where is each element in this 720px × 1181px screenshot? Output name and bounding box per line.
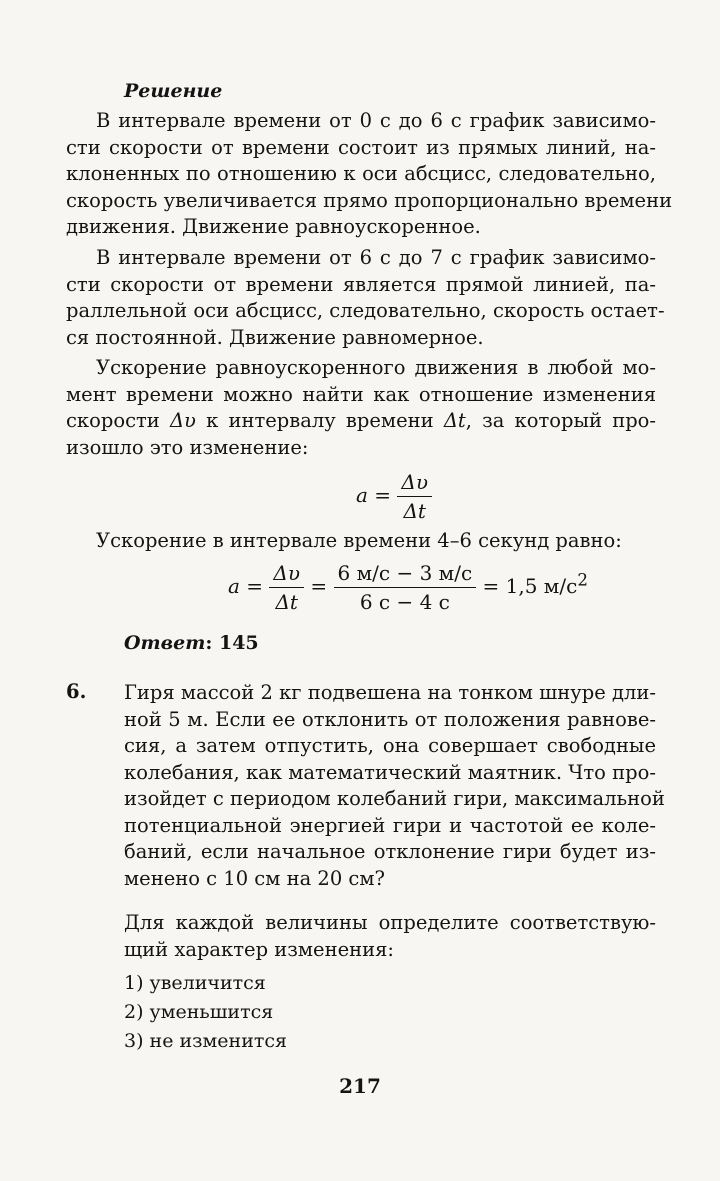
text-line: клоненных по отношению к оси абсцисс, следовательно, <box>66 162 656 185</box>
text-line: изошло это изменение: <box>66 435 309 459</box>
text-line: сти скорости от времени является прямой линией, па- <box>66 272 656 296</box>
acceleration-calculation <box>228 561 588 614</box>
text-line: мент времени можно найти как отношение изменения <box>66 382 656 406</box>
formula-fraction <box>269 561 304 614</box>
text-line: В интервале времени от 0 с до 6 с график зависимо- <box>96 109 656 132</box>
text-fragment: скорости <box>66 409 160 432</box>
answer-colon: : <box>205 632 213 654</box>
option-item: 1) увеличится <box>124 972 266 994</box>
answer-label: Ответ <box>124 632 206 654</box>
text-line: раллельной оси абсцисс, следовательно, скорость остает- <box>66 299 665 322</box>
text-line <box>66 408 656 435</box>
formula-lhs: a <box>356 483 368 507</box>
question-number: 6. <box>66 680 87 703</box>
paragraph-acceleration-interval <box>66 108 673 241</box>
text-line: ся постоянной. Движение равномерное. <box>66 325 484 349</box>
fraction-numerator: Δυ <box>397 470 432 497</box>
page-number: 217 <box>339 1074 381 1098</box>
text-line: менено с 10 см на 20 см? <box>124 866 385 890</box>
delta-t-symbol: Δt <box>443 409 466 432</box>
paragraph-acceleration-value-intro <box>66 528 656 555</box>
text-line: В интервале времени от 6 с до 7 с график зависимо- <box>96 246 656 269</box>
text-line: ной 5 м. Если ее отклонить от положения равнове- <box>124 707 656 731</box>
formula-fraction <box>334 561 477 614</box>
text-line: Ускорение в интервале времени 4–6 секунд равно: <box>96 529 622 552</box>
question-instruction <box>124 910 656 963</box>
question-text <box>124 680 665 892</box>
text-line: потенциальной энергией гири и частотой ее коле- <box>124 813 656 837</box>
paragraph-uniform-interval <box>66 245 665 351</box>
text-line: движения. Движение равноускоренное. <box>66 215 481 238</box>
text-line: сия, а затем отпустить, она совершает свободные <box>124 734 656 757</box>
formula-fraction <box>397 470 432 523</box>
fraction-numerator: 6 м/с − 3 м/с <box>334 561 477 588</box>
delta-v-symbol: Δυ <box>169 409 196 432</box>
fraction-denominator: 6 с − 4 с <box>359 590 450 614</box>
option-item: 3) не изменится <box>124 1030 288 1052</box>
formula-equals: = <box>246 574 264 598</box>
formula-result: 1,5 м/с <box>505 574 578 598</box>
text-line: Для каждой величины определите соответствую- <box>124 911 656 934</box>
text-fragment: , за который про- <box>465 409 656 432</box>
fraction-numerator: Δυ <box>269 561 304 588</box>
answer-value: 145 <box>218 632 259 654</box>
formula-lhs: a <box>228 574 240 598</box>
answer-line <box>124 632 259 654</box>
text-line: скорость увеличивается прямо пропорционально времени <box>66 188 673 212</box>
text-line: сти скорости от времени состоит из прямых линий, на- <box>66 135 656 159</box>
solution-heading: Решение <box>124 80 223 102</box>
option-item: 2) уменьшится <box>124 1001 274 1023</box>
text-line: изойдет с периодом колебаний гири, максимальной <box>124 787 665 810</box>
formula-equals: = <box>482 574 500 598</box>
text-line: щий характер изменения: <box>124 937 394 961</box>
fraction-denominator: Δt <box>275 590 298 614</box>
text-fragment: к интервалу времени <box>206 409 434 432</box>
formula-exponent: 2 <box>577 570 588 590</box>
paragraph-acceleration-definition <box>66 355 656 461</box>
text-line: баний, если начальное отклонение гири будет из- <box>124 840 656 863</box>
fraction-denominator: Δt <box>403 499 426 523</box>
formula-equals: = <box>374 483 392 507</box>
text-line: Ускорение равноускоренного движения в любой мо- <box>96 356 656 379</box>
text-line: Гиря массой 2 кг подвешена на тонком шнуре дли- <box>124 681 656 704</box>
text-line: колебания, как математический маятник. Что про- <box>124 760 656 784</box>
acceleration-formula <box>356 470 432 523</box>
formula-equals: = <box>310 574 328 598</box>
